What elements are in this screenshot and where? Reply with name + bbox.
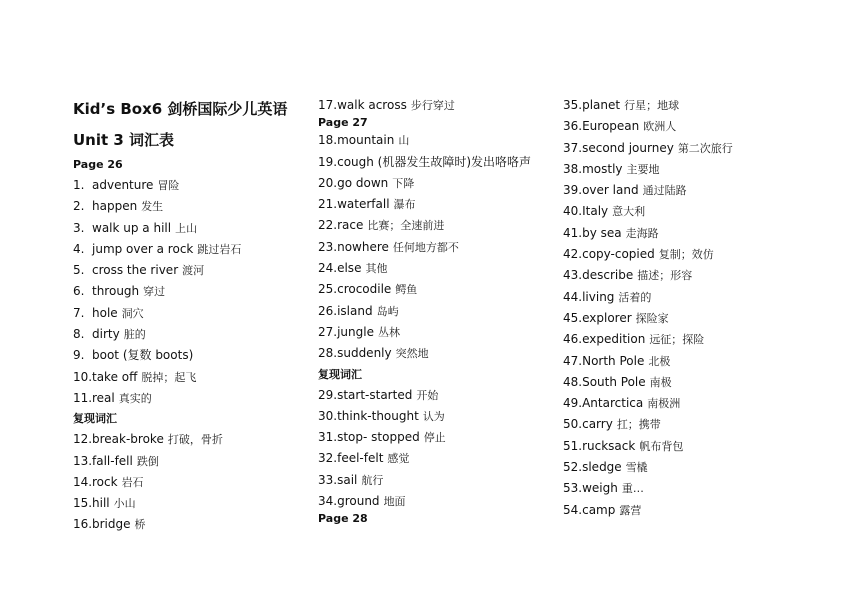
english-word: race	[337, 218, 364, 233]
vocab-item	[318, 173, 558, 194]
english-word: through	[92, 284, 140, 299]
english-word: South Pole	[582, 374, 646, 389]
vocab-item	[73, 260, 303, 281]
item-number: 26.	[318, 303, 338, 318]
english-word: camp	[582, 502, 616, 517]
item-number: 10.	[73, 369, 93, 384]
chinese-meaning: 认为	[422, 409, 445, 423]
chinese-meaning: 南极	[649, 375, 672, 389]
vocab-item	[73, 196, 303, 217]
vocab-item	[563, 201, 803, 222]
chinese-meaning: 重…	[621, 482, 644, 496]
chinese-meaning: 其他	[365, 262, 388, 276]
vocab-item	[73, 324, 303, 345]
english-word: jungle	[337, 324, 374, 339]
chinese-meaning: 脱掉；起飞	[141, 370, 197, 384]
item-number: 38.	[563, 161, 583, 176]
vocab-item	[563, 159, 803, 180]
item-number: 32.	[318, 451, 338, 466]
english-word: planet	[582, 98, 621, 112]
chinese-meaning: 桥	[134, 518, 146, 532]
item-number: 7.	[73, 305, 85, 320]
chinese-meaning: 上山	[175, 221, 198, 235]
vocab-item	[318, 406, 558, 427]
vocab-item	[563, 244, 803, 265]
item-number: 43.	[563, 268, 583, 283]
vocab-item	[318, 279, 558, 300]
item-number: 21.	[318, 197, 338, 212]
chinese-meaning: 停止	[423, 431, 446, 445]
chinese-meaning: 发生	[141, 200, 164, 214]
chinese-meaning: 通过陆路	[642, 184, 687, 198]
english-word: sail	[337, 472, 358, 487]
item-number: 19.	[318, 154, 338, 169]
english-word: hill	[92, 496, 110, 511]
item-number: 3.	[73, 220, 85, 235]
vocab-item	[73, 472, 303, 493]
vocab-item	[73, 303, 303, 324]
vocab-list	[318, 385, 558, 513]
item-number: 29.	[318, 387, 338, 402]
vocab-item	[318, 194, 558, 215]
vocab-item	[73, 451, 303, 472]
column-2	[318, 95, 558, 526]
item-number: 54.	[563, 502, 583, 517]
english-word: European	[582, 119, 640, 134]
item-number: 24.	[318, 261, 338, 276]
item-number: 14.	[73, 474, 93, 489]
chinese-meaning: 意大利	[612, 205, 646, 219]
chinese-meaning: 打破，骨折	[167, 433, 223, 447]
chinese-meaning: 真实的	[118, 391, 152, 405]
chinese-meaning: 鳄鱼	[395, 283, 418, 297]
item-number: 47.	[563, 353, 583, 368]
english-word: fall-fell	[92, 453, 133, 468]
item-number: 11.	[73, 390, 93, 405]
chinese-meaning: 山	[398, 134, 410, 148]
vocab-item	[563, 308, 803, 329]
chinese-meaning: 远征；探险	[649, 333, 705, 347]
item-number: 35.	[563, 98, 583, 112]
item-number: 30.	[318, 408, 338, 423]
vocab-item	[73, 239, 303, 260]
chinese-meaning: 比赛；全速前进	[367, 219, 445, 233]
item-number: 17.	[318, 98, 338, 112]
page-label: Page 27	[318, 116, 368, 130]
english-word: stop- stopped	[337, 430, 420, 445]
english-word: happen	[92, 199, 138, 214]
item-number: 4.	[73, 241, 85, 256]
vocab-item	[318, 322, 558, 343]
english-word: carry	[582, 417, 613, 432]
english-word: Italy	[582, 204, 609, 219]
english-word: hole	[92, 305, 118, 320]
column-3	[563, 95, 803, 521]
item-number: 44.	[563, 289, 583, 304]
item-number: 22.	[318, 218, 338, 233]
item-number: 46.	[563, 332, 583, 347]
chinese-meaning: 下降	[392, 176, 415, 190]
vocab-item	[563, 436, 803, 457]
item-number: 25.	[318, 282, 338, 297]
vocab-item	[318, 491, 558, 512]
english-word: break-broke	[92, 432, 164, 447]
english-word: rucksack	[582, 438, 636, 453]
item-number: 15.	[73, 496, 93, 511]
chinese-meaning: 跌倒	[136, 454, 159, 468]
english-word: boot (复数 boots)	[92, 348, 194, 363]
vocab-item	[563, 478, 803, 499]
vocab-item	[318, 237, 558, 258]
item-number: 48.	[563, 374, 583, 389]
item-number: 40.	[563, 204, 583, 219]
english-word: feel-felt	[337, 451, 384, 466]
item-number: 42.	[563, 247, 583, 262]
english-word: expedition	[582, 332, 646, 347]
vocab-item	[73, 493, 303, 514]
english-word: walk up a hill	[92, 220, 172, 235]
english-word: cough (机器发生故障时)发出咯咯声	[337, 154, 532, 169]
vocab-item	[563, 95, 803, 116]
english-word: North Pole	[582, 353, 645, 368]
vocab-item	[318, 385, 558, 406]
english-word: explorer	[582, 310, 632, 325]
chinese-meaning: 活着的	[618, 290, 652, 304]
chinese-meaning: 感觉	[387, 452, 410, 466]
vocab-item	[73, 429, 303, 450]
english-word: suddenly	[337, 346, 392, 361]
english-word: cross the river	[92, 263, 179, 278]
item-number: 5.	[73, 263, 85, 278]
vocab-item	[73, 388, 303, 409]
vocab-list	[73, 175, 303, 409]
item-number: 50.	[563, 417, 583, 432]
chinese-meaning: 第二次旅行	[677, 141, 733, 155]
english-word: ground	[337, 494, 380, 509]
vocab-item	[563, 500, 803, 521]
document-title: Kid’s Box6 剑桥国际少儿英语	[73, 100, 288, 118]
section-label: 复现词汇	[318, 367, 362, 381]
item-number: 13.	[73, 453, 93, 468]
item-number: 18.	[318, 133, 338, 148]
chinese-meaning: 岛屿	[376, 304, 399, 318]
item-number: 52.	[563, 460, 583, 475]
english-word: else	[337, 261, 362, 276]
chinese-meaning: 主要地	[626, 162, 660, 176]
vocab-item	[563, 180, 803, 201]
english-word: weigh	[582, 481, 618, 496]
item-number: 45.	[563, 310, 583, 325]
vocab-item	[563, 457, 803, 478]
unit-heading: Unit 3 词汇表	[73, 131, 175, 149]
english-word: island	[337, 303, 373, 318]
chinese-meaning: 南极洲	[647, 397, 681, 411]
english-word: take off	[92, 369, 138, 384]
vocab-item	[318, 448, 558, 469]
english-word: jump over a rock	[92, 241, 194, 256]
chinese-meaning: 洞穴	[121, 306, 144, 320]
chinese-meaning: 脏的	[123, 328, 146, 342]
english-word: nowhere	[337, 239, 389, 254]
english-word: by sea	[582, 225, 622, 240]
item-number: 1.	[73, 178, 85, 192]
chinese-meaning: 冒险	[157, 179, 180, 192]
chinese-meaning: 突然地	[395, 347, 429, 361]
section-label: 复现词汇	[73, 412, 117, 426]
vocab-list	[73, 429, 303, 535]
item-number: 39.	[563, 183, 583, 198]
chinese-meaning: 雪橇	[625, 461, 648, 475]
chinese-meaning: 帆布背包	[639, 439, 684, 453]
english-word: adventure	[92, 178, 154, 192]
vocab-list	[563, 95, 803, 521]
chinese-meaning: 北极	[648, 354, 671, 368]
item-number: 51.	[563, 438, 583, 453]
english-word: mountain	[337, 133, 395, 148]
item-number: 34.	[318, 494, 338, 509]
vocab-item	[318, 152, 558, 173]
vocab-item	[318, 427, 558, 448]
vocab-item	[563, 265, 803, 286]
vocab-item	[73, 281, 303, 302]
vocab-item	[318, 215, 558, 236]
vocab-item	[73, 175, 303, 196]
english-word: copy-copied	[582, 247, 655, 262]
chinese-meaning: 行星；地球	[624, 99, 680, 112]
item-number: 16.	[73, 517, 93, 532]
vocab-item	[318, 130, 558, 151]
item-number: 27.	[318, 324, 338, 339]
vocab-item	[563, 287, 803, 308]
item-number: 36.	[563, 119, 583, 134]
chinese-meaning: 开始	[416, 388, 439, 402]
vocab-item	[73, 345, 303, 366]
english-word: start-started	[337, 387, 413, 402]
chinese-meaning: 小山	[113, 497, 136, 511]
english-word: rock	[92, 474, 118, 489]
chinese-meaning: 扛；携带	[616, 418, 661, 432]
english-word: real	[92, 390, 115, 405]
vocab-item	[318, 301, 558, 322]
chinese-meaning: 露营	[619, 503, 642, 517]
vocab-item	[73, 514, 303, 535]
item-number: 23.	[318, 239, 338, 254]
english-word: think-thought	[337, 408, 419, 423]
chinese-meaning: 渡河	[182, 264, 205, 278]
vocab-item	[73, 367, 303, 388]
vocab-item	[563, 372, 803, 393]
english-word: over land	[582, 183, 639, 198]
chinese-meaning: 岩石	[121, 475, 144, 489]
item-number: 37.	[563, 140, 583, 155]
english-word: describe	[582, 268, 634, 283]
chinese-meaning: 跳过岩石	[197, 242, 242, 256]
item-number: 31.	[318, 430, 338, 445]
item-number: 8.	[73, 327, 85, 342]
english-word: bridge	[92, 517, 131, 532]
english-word: crocodile	[337, 282, 392, 297]
item-number: 49.	[563, 396, 583, 411]
item-number: 53.	[563, 481, 583, 496]
english-word: dirty	[92, 327, 120, 342]
vocab-item	[73, 218, 303, 239]
vocab-item	[318, 343, 558, 364]
chinese-meaning: 航行	[361, 473, 384, 487]
vocab-item	[563, 223, 803, 244]
vocab-item	[563, 393, 803, 414]
english-word: second journey	[582, 140, 674, 155]
item-number: 9.	[73, 348, 85, 363]
item-number: 28.	[318, 346, 338, 361]
item-number: 41.	[563, 225, 583, 240]
english-word: go down	[337, 175, 389, 190]
english-word: walk across	[337, 98, 407, 112]
item-number: 20.	[318, 175, 338, 190]
chinese-meaning: 欧洲人	[643, 120, 677, 134]
chinese-meaning: 任何地方都不	[392, 240, 459, 254]
chinese-meaning: 地面	[383, 495, 406, 509]
item-number: 6.	[73, 284, 85, 299]
vocab-item	[318, 258, 558, 279]
chinese-meaning: 走海路	[625, 226, 659, 240]
english-word: Antarctica	[582, 396, 644, 411]
vocab-item	[563, 116, 803, 137]
column-1	[73, 98, 303, 536]
chinese-meaning: 丛林	[377, 325, 400, 339]
chinese-meaning: 描述；形容	[637, 269, 693, 283]
english-word: sledge	[582, 460, 622, 475]
english-word: waterfall	[337, 197, 390, 212]
page-label: Page 26	[73, 158, 123, 171]
vocab-item	[563, 138, 803, 159]
vocab-item	[563, 351, 803, 372]
chinese-meaning: 穿过	[143, 285, 166, 299]
chinese-meaning: 探险家	[635, 311, 669, 325]
english-word: mostly	[582, 161, 623, 176]
vocab-item	[563, 329, 803, 350]
english-word: living	[582, 289, 615, 304]
chinese-meaning: 复制；效仿	[658, 248, 714, 262]
vocab-item	[318, 470, 558, 491]
item-number: 2.	[73, 199, 85, 214]
page-label: Page 28	[318, 512, 368, 526]
item-number: 12.	[73, 432, 93, 447]
vocab-list	[318, 130, 558, 364]
chinese-meaning: 瀑布	[393, 198, 416, 212]
vocab-item	[318, 95, 558, 116]
item-number: 33.	[318, 472, 338, 487]
chinese-meaning: 步行穿过	[410, 99, 455, 112]
vocab-list	[318, 95, 558, 116]
vocab-item	[563, 414, 803, 435]
